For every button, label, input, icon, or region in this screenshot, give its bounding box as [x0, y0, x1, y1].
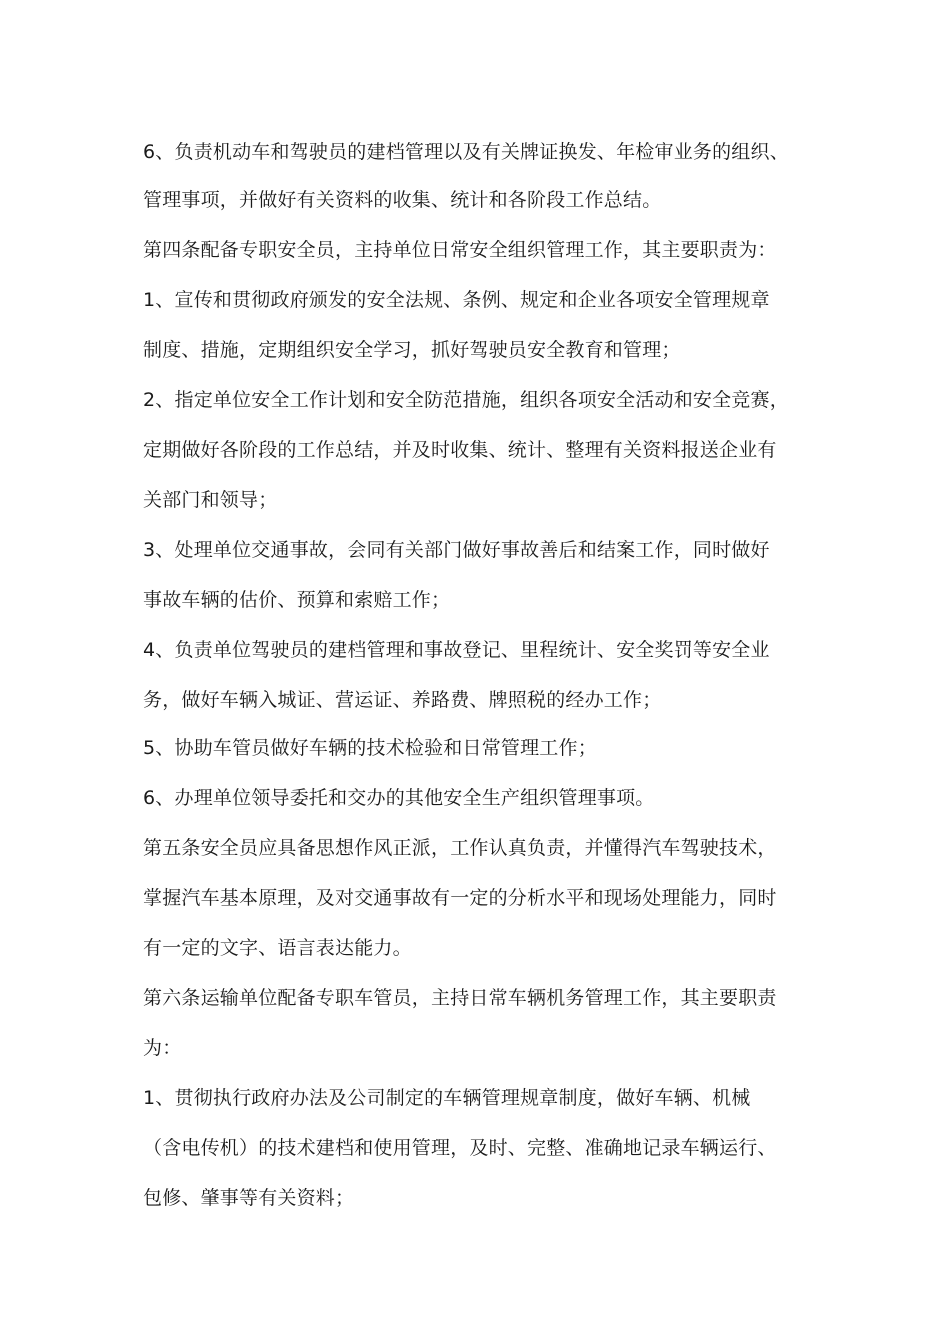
- text-line: 包修、肇事等有关资料；: [143, 1187, 355, 1209]
- text-line: 有一定的文字、语言表达能力。: [143, 937, 412, 959]
- article-five-heading: 第五条安全员应具备思想作风正派，工作认真负责，并懂得汽车驾驶技术，: [143, 837, 777, 859]
- text-line: 5、协助车管员做好车辆的技术检验和日常管理工作；: [143, 737, 597, 759]
- text-line: 3、处理单位交通事故，会同有关部门做好事故善后和结案工作，同时做好: [143, 539, 770, 561]
- text-line: 掌握汽车基本原理，及对交通事故有一定的分析水平和现场处理能力，同时: [143, 887, 777, 909]
- text-line: 1、贯彻执行政府办法及公司制定的车辆管理规章制度，做好车辆、机械: [143, 1087, 751, 1109]
- text-line: 6、负责机动车和驾驶员的建档管理以及有关牌证换发、年检审业务的组织、: [143, 141, 789, 163]
- text-line: 4、负责单位驾驶员的建档管理和事故登记、里程统计、安全奖罚等安全业: [143, 639, 770, 661]
- text-line: 2、指定单位安全工作计划和安全防范措施，组织各项安全活动和安全竞赛，: [143, 389, 789, 411]
- text-line: 6、办理单位领导委托和交办的其他安全生产组织管理事项。: [143, 787, 655, 809]
- text-line: 1、宣传和贯彻政府颁发的安全法规、条例、规定和企业各项安全管理规章: [143, 289, 770, 311]
- text-line: 制度、措施，定期组织安全学习，抓好驾驶员安全教育和管理；: [143, 339, 681, 361]
- text-line: 关部门和领导；: [143, 489, 278, 511]
- article-six-heading: 第六条运输单位配备专职车管员，主持日常车辆机务管理工作，其主要职责: [143, 987, 777, 1009]
- text-line: 管理事项，并做好有关资料的收集、统计和各阶段工作总结。: [143, 189, 662, 211]
- text-line: 定期做好各阶段的工作总结，并及时收集、统计、整理有关资料报送企业有: [143, 439, 777, 461]
- article-four-heading: 第四条配备专职安全员，主持单位日常安全组织管理工作，其主要职责为：: [143, 239, 777, 261]
- text-line: 事故车辆的估价、预算和索赔工作；: [143, 589, 451, 611]
- text-line: 为：: [143, 1037, 182, 1059]
- text-line: 务，做好车辆入城证、营运证、养路费、牌照税的经办工作；: [143, 689, 662, 711]
- text-line: （含电传机）的技术建档和使用管理，及时、完整、准确地记录车辆运行、: [143, 1137, 777, 1159]
